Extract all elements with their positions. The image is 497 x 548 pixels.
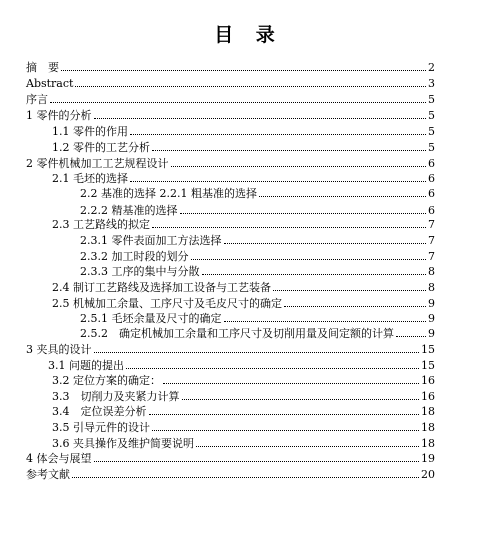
toc-leader-dots bbox=[94, 352, 420, 353]
toc-entry[interactable] bbox=[26, 76, 435, 90]
toc-leader-dots bbox=[50, 102, 426, 103]
toc-entry-page: 8 bbox=[428, 281, 435, 294]
toc-entry[interactable] bbox=[52, 217, 435, 231]
toc-leader-dots bbox=[182, 399, 420, 400]
toc-entry-page: 6 bbox=[428, 204, 435, 217]
toc-entry-label: 2.5 机械加工余量、工序尺寸及毛皮尺寸的确定 bbox=[52, 297, 282, 310]
toc-entry-label: 2.5.2 确定机械加工余量和工序尺寸及切削用量及间定额的计算 bbox=[80, 327, 394, 340]
toc-entry-label: 3 夹具的设计 bbox=[26, 343, 92, 356]
toc-entry-label: 2.1 毛坯的选择 bbox=[52, 172, 128, 185]
toc-entry-page: 16 bbox=[421, 390, 435, 403]
toc-entry-page: 5 bbox=[428, 125, 435, 138]
toc-entry-label: 2.5.1 毛坯余量及尺寸的确定 bbox=[80, 312, 222, 325]
toc-leader-dots bbox=[196, 446, 419, 447]
toc-entry-page: 6 bbox=[428, 187, 435, 200]
toc-leader-dots bbox=[224, 321, 427, 322]
toc-entry-page: 19 bbox=[421, 452, 435, 465]
toc-entry-label: 1 零件的分析 bbox=[26, 109, 92, 122]
toc-entry[interactable] bbox=[52, 171, 435, 185]
toc-entry-label: 3.2 定位方案的确定： bbox=[52, 374, 161, 387]
toc-entry-page: 9 bbox=[428, 327, 435, 340]
toc-entry-page: 5 bbox=[428, 93, 435, 106]
toc-title: 目 录 bbox=[214, 24, 283, 46]
toc-entry-page: 18 bbox=[421, 405, 435, 418]
toc-entry-label: 2.3.2 加工时段的划分 bbox=[80, 250, 189, 263]
toc-leader-dots bbox=[152, 150, 426, 151]
toc-entry-label: 参考文献 bbox=[26, 468, 70, 481]
toc-leader-dots bbox=[152, 430, 419, 431]
toc-entry[interactable] bbox=[80, 249, 435, 263]
toc-entry-page: 18 bbox=[421, 437, 435, 450]
toc-entry[interactable] bbox=[26, 451, 435, 465]
toc-leader-dots bbox=[180, 213, 427, 214]
toc-leader-dots bbox=[75, 86, 426, 87]
toc-entry-label: 2.3.3 工序的集中与分散 bbox=[80, 265, 200, 278]
toc-entry-label: 2.4 制订工艺路线及选择加工设备与工艺装备 bbox=[52, 281, 271, 294]
toc-entry-page: 16 bbox=[421, 374, 435, 387]
toc-entry-label: 3.1 问题的提出 bbox=[48, 359, 124, 372]
toc-leader-dots bbox=[224, 243, 427, 244]
toc-entry[interactable] bbox=[26, 60, 435, 74]
toc-entry[interactable] bbox=[80, 233, 435, 247]
toc-entry-label: 1.1 零件的作用 bbox=[52, 125, 128, 138]
toc-entry-label: 3.4 定位误差分析 bbox=[52, 405, 147, 418]
toc-leader-dots bbox=[126, 368, 419, 369]
toc-entry-page: 15 bbox=[421, 359, 435, 372]
toc-leader-dots bbox=[396, 336, 426, 337]
toc-entry[interactable] bbox=[26, 156, 435, 170]
toc-leader-dots bbox=[284, 306, 426, 307]
toc-entry-page: 15 bbox=[421, 343, 435, 356]
toc-entry[interactable] bbox=[26, 342, 435, 356]
toc-entry-label: Abstract bbox=[26, 77, 74, 90]
toc-entry[interactable] bbox=[80, 203, 435, 217]
toc-entry-page: 18 bbox=[421, 421, 435, 434]
toc-entry-page: 2 bbox=[428, 61, 435, 74]
toc-entry-page: 7 bbox=[428, 218, 435, 231]
toc-entry-page: 9 bbox=[428, 297, 435, 310]
toc-entry[interactable] bbox=[48, 358, 435, 372]
toc-leader-dots bbox=[152, 227, 426, 228]
toc-entry-page: 8 bbox=[428, 265, 435, 278]
toc-entry-page: 7 bbox=[428, 250, 435, 263]
toc-entry[interactable] bbox=[52, 420, 435, 434]
toc-leader-dots bbox=[259, 196, 426, 197]
toc-leader-dots bbox=[130, 181, 426, 182]
toc-entry-page: 7 bbox=[428, 234, 435, 247]
toc-entry[interactable] bbox=[52, 404, 435, 418]
toc-entry[interactable] bbox=[52, 389, 435, 403]
toc-entry[interactable] bbox=[52, 373, 435, 387]
toc-leader-dots bbox=[94, 118, 427, 119]
toc-entry-page: 5 bbox=[428, 141, 435, 154]
toc-entry[interactable] bbox=[26, 467, 435, 481]
toc-entry-page: 5 bbox=[428, 109, 435, 122]
toc-entry-page: 9 bbox=[428, 312, 435, 325]
toc-entry-label: 2.3 工艺路线的拟定 bbox=[52, 218, 150, 231]
toc-leader-dots bbox=[94, 461, 420, 462]
toc-leader-dots bbox=[191, 259, 427, 260]
toc-entry-label: 2.2 基准的选择 2.2.1 粗基准的选择 bbox=[80, 187, 257, 200]
toc-entry-label: 序言 bbox=[26, 93, 48, 106]
toc-entry-label: 4 体会与展望 bbox=[26, 452, 92, 465]
toc-entry-label: 3.3 切削力及夹紧力计算 bbox=[52, 390, 180, 403]
toc-leader-dots bbox=[202, 274, 427, 275]
toc-leader-dots bbox=[149, 414, 420, 415]
toc-entry-page: 6 bbox=[428, 172, 435, 185]
toc-entry-label: 摘 要 bbox=[26, 61, 59, 74]
toc-entry-label: 3.6 夹具操作及维护简要说明 bbox=[52, 437, 194, 450]
toc-leader-dots bbox=[72, 477, 419, 478]
toc-entry[interactable] bbox=[52, 436, 435, 450]
toc-leader-dots bbox=[130, 134, 426, 135]
toc-entry[interactable] bbox=[52, 124, 435, 138]
toc-entry[interactable] bbox=[52, 296, 435, 310]
toc-entry-label: 2.2.2 精基准的选择 bbox=[80, 204, 178, 217]
toc-entry-label: 2 零件机械加工工艺规程设计 bbox=[26, 157, 169, 170]
toc-entry-label: 2.3.1 零件表面加工方法选择 bbox=[80, 234, 222, 247]
toc-entry-label: 3.5 引导元件的设计 bbox=[52, 421, 150, 434]
toc-entry[interactable] bbox=[52, 280, 435, 294]
toc-entry-label: 1.2 零件的工艺分析 bbox=[52, 141, 150, 154]
toc-entry[interactable] bbox=[52, 140, 435, 154]
toc-leader-dots bbox=[61, 70, 426, 71]
toc-entry-page: 3 bbox=[428, 77, 435, 90]
toc-leader-dots bbox=[163, 383, 419, 384]
toc-entry[interactable] bbox=[80, 186, 435, 200]
toc-entry[interactable] bbox=[26, 92, 435, 106]
toc-leader-dots bbox=[171, 166, 427, 167]
toc-entry-page: 20 bbox=[421, 468, 435, 481]
toc-entry[interactable] bbox=[26, 108, 435, 122]
toc-entry-page: 6 bbox=[428, 157, 435, 170]
toc-leader-dots bbox=[273, 290, 426, 291]
toc-entry[interactable] bbox=[80, 311, 435, 325]
toc-entry[interactable] bbox=[80, 264, 435, 278]
toc-entry[interactable] bbox=[80, 326, 435, 340]
